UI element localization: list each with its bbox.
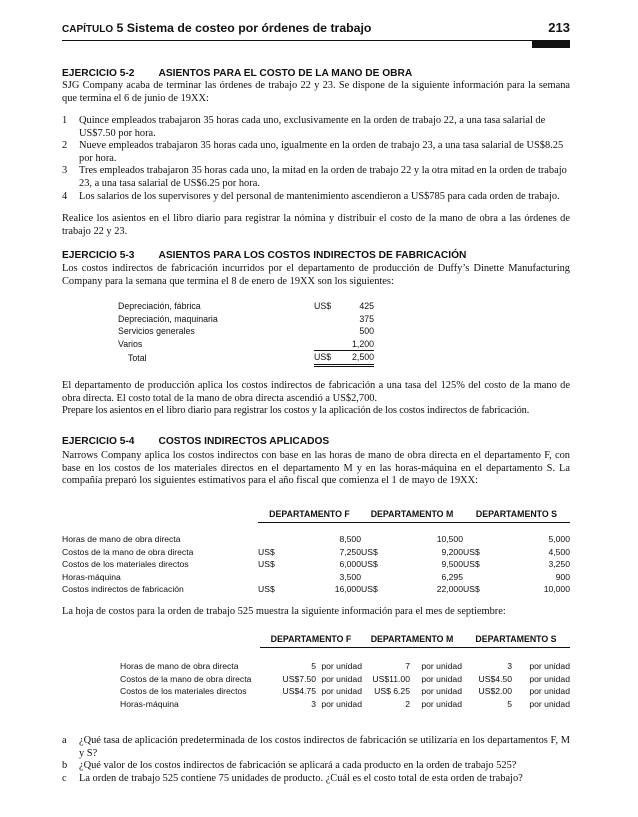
exercise-5-3-text1: El departamento de producción aplica los costos indirectos de fabricación a una tasa del 125% del costo de la mano de obra directa. El costo total de la mano de obra directa ascendió a US$2,700.: [62, 380, 570, 404]
table-header-row: DEPARTAMENTO F DEPARTAMENTO M DEPARTAMENTO S: [120, 633, 570, 648]
header-rule: [62, 40, 570, 41]
table-row: Depreciación, fábrica US$ 425: [118, 301, 374, 311]
table-row: Costos indirectos de fabricación US$ 16,000 US$ 22,000 US$ 10,000: [62, 584, 570, 595]
exercise-5-3-text2: Prepare los asientos en el libro diario para registrar los costos y la aplicación de los costos indirectos de fabricación.: [62, 405, 530, 416]
exercise-label: EJERCICIO 5-4: [62, 436, 135, 447]
cost-table: [118, 300, 374, 367]
list-item: 4 Los salarios de los supervisores y del personal de mantenimiento ascendieron a US$785 para cada orden de trabajo.: [62, 190, 560, 202]
exercise-title: ASIENTOS PARA EL COSTO DE LA MANO DE OBRA: [158, 68, 413, 79]
table-row: Varios 1,200: [118, 338, 374, 350]
chapter-title: Sistema de costeo por órdenes de trabajo: [126, 21, 372, 35]
table-row: Horas de mano de obra directa 8,500 10,500 5,000: [62, 534, 570, 544]
exercise-5-2-closing: Realice los asientos en el libro diario para registrar la nómina y distribuir el costo de la mano de obra a las órdenes de trabajo 22 y 23.: [62, 213, 570, 237]
total-row: Total US$ 2,500: [118, 351, 374, 366]
table-row: Costos de los materiales directos US$4.75 por unidad US$ 6.25 por unidad US$2.00 por unidad: [120, 686, 570, 697]
table-row: Costos de la mano de obra directa US$7.50 por unidad US$11.00 por unidad US$4.50 por unidad: [120, 673, 570, 684]
list-item: c La orden de trabajo 525 contiene 75 unidades de producto. ¿Cuál es el costo total de esta orden de trabajo?: [62, 772, 523, 784]
table-row: Horas-máquina 3 por unidad 2 por unidad 5 por unidad: [120, 698, 570, 709]
chapter-label: CAPÍTULO: [62, 24, 114, 35]
exercise-5-2-heading: [62, 68, 412, 81]
table-row: Servicios generales 500: [118, 326, 374, 337]
exercise-5-4-intro: Narrows Company aplica los costos indirectos con base en las horas de mano de obra directa en el departamento F, con base en los costos de los materiales directos en el departamento M y en las horas-máquina en el departamento S. La compañía preparó los siguientes estimativos para el año fiscal que comienza el 1 de mayo de 19XX:: [62, 450, 570, 487]
exercise-5-4-heading: [62, 436, 329, 449]
exercise-title: COSTOS INDIRECTOS APLICADOS: [158, 436, 330, 447]
exercise-5-2-intro: SJG Company acaba de terminar las órdenes de trabajo 22 y 23. Se dispone de la siguiente información para la semana que termina el 6 de junio de 19XX:: [62, 80, 570, 104]
table-row: Costos de los materiales directos US$ 6,000 US$ 9,500 US$ 3,250: [62, 559, 570, 570]
exercise-label: EJERCICIO 5-2: [62, 68, 135, 79]
table-row: Costos de la mano de obra directa US$ 7,250 US$ 9,200 US$ 4,500: [62, 546, 570, 557]
exercise-5-2-list: [62, 115, 570, 203]
exercise-5-4-text2: La hoja de costos para la orden de trabajo 525 muestra la siguiente información para el mes de septiembre:: [62, 606, 506, 617]
table-row: Horas-máquina 3,500 6,295 900: [62, 571, 570, 582]
exercise-label: EJERCICIO 5-3: [62, 250, 135, 261]
list-item: 1 Quince empleados trabajaron 35 horas cada uno, exclusivamente en la orden de trabajo 22, a una tasa salarial de US$7.50 por hora.: [62, 115, 546, 139]
table-row: Depreciación, maquinaria 375: [118, 313, 374, 324]
list-item: b ¿Qué valor de los costos indirectos de fabricación se aplicará a cada producto en la orden de trabajo 525?: [62, 760, 517, 772]
job-cost-sheet-table: [120, 633, 570, 710]
exercise-5-3-heading: [62, 250, 466, 263]
exercise-5-3-intro: Los costos indirectos de fabricación incurridos por el departamento de producción de Duffy’s Dinette Manufacturing Company para la semana que termina el 8 de enero de 19XX son los siguientes:: [62, 263, 570, 287]
exercise-title: ASIENTOS PARA LOS COSTOS INDIRECTOS DE FABRICACIÓN: [158, 250, 467, 261]
table-header-row: DEPARTAMENTO F DEPARTAMENTO M DEPARTAMENTO S: [62, 508, 570, 523]
list-item: 3 Tres empleados trabajaron 35 horas cada uno, la mitad en la orden de trabajo 22 y la otra mitad en la orden de trabajo 23, a una tasa salarial de US$6.25 por hora.: [62, 165, 567, 189]
questions-list: [62, 735, 570, 785]
page-header: [62, 22, 570, 37]
page-number: 213: [548, 20, 570, 35]
list-item: a ¿Qué tasa de aplicación predeterminada de los costos indirectos de fabricación se utilizaría en los departamentos F, M y S?: [62, 735, 570, 759]
list-item: 2 Nueve empleados trabajaron 35 horas cada uno, igualmente en la orden de trabajo 23, a una tasa salarial de US$8.25 por hora.: [62, 140, 564, 164]
table-row: Horas de mano de obra directa 5 por unidad 7 por unidad 3 por unidad: [120, 661, 570, 671]
estimates-table: [62, 508, 570, 596]
chapter-number: 5: [116, 21, 124, 35]
thumb-tab: [532, 41, 570, 48]
